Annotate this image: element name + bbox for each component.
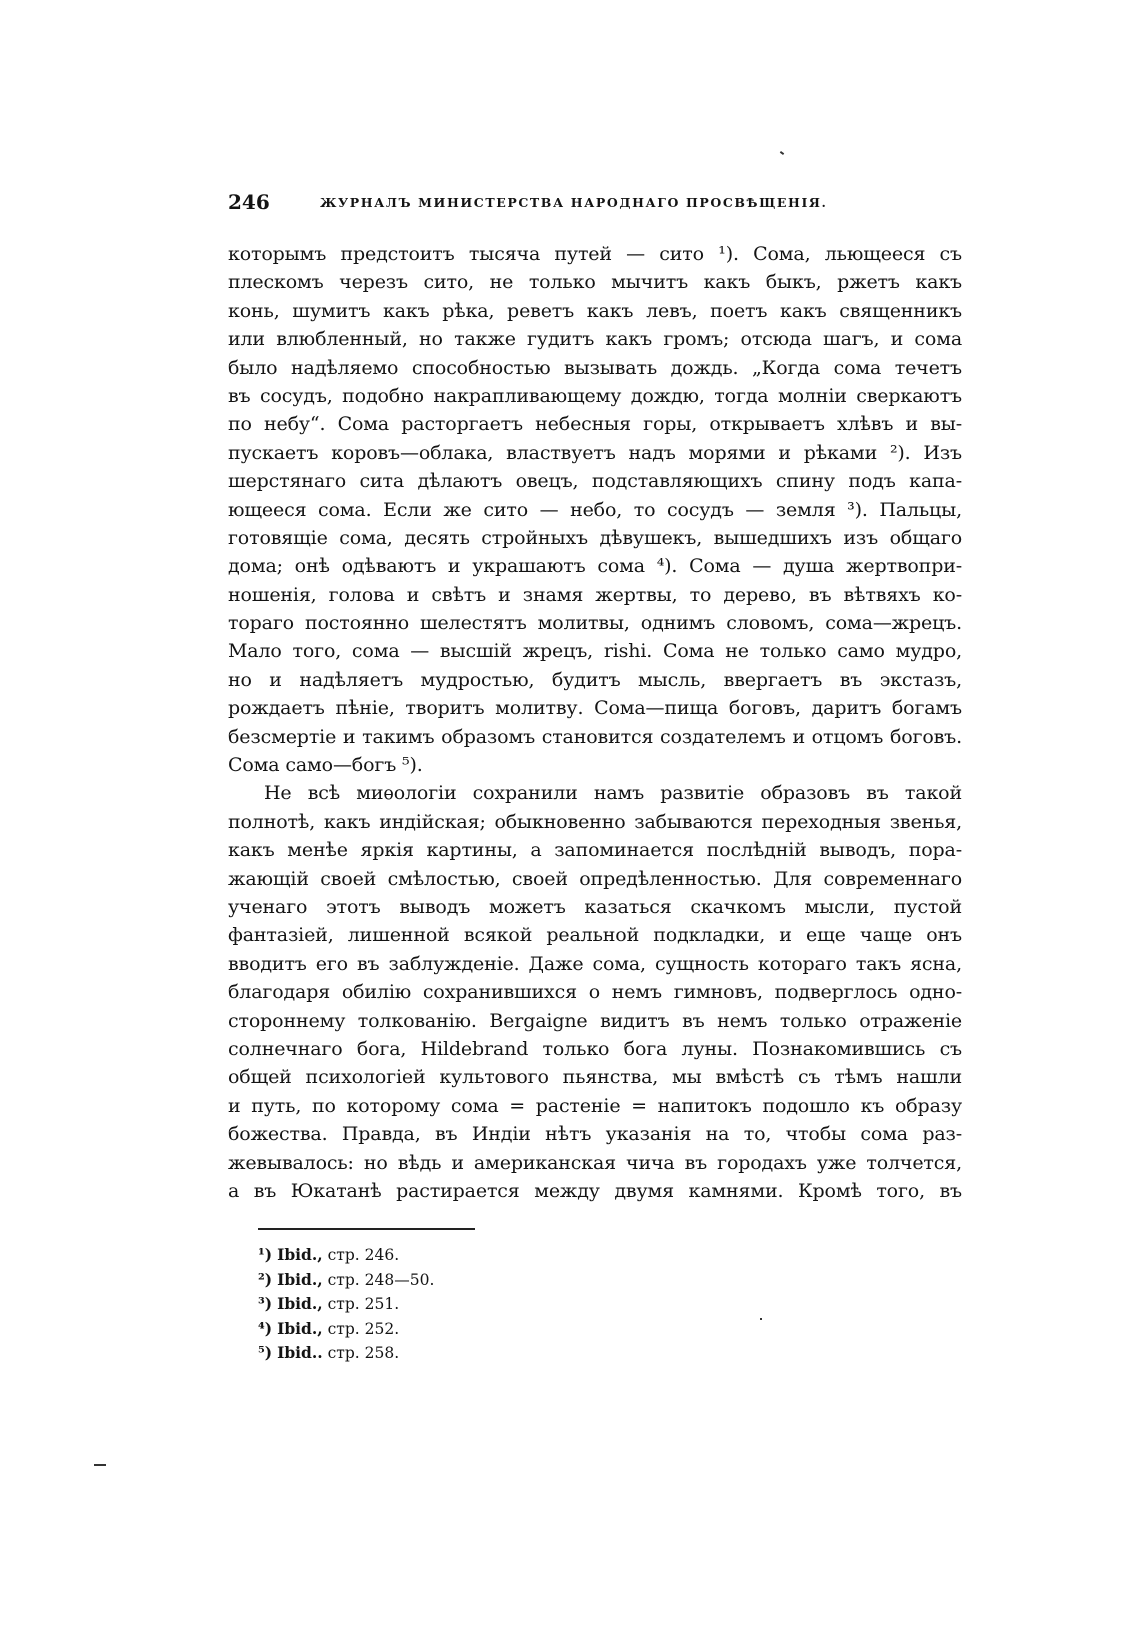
text-line: Мало того, сома — высшій жрецъ, rishi. Сома не только само мудро, — [228, 640, 962, 663]
text-line: Сома само—богъ ⁵). — [228, 754, 423, 777]
footnote-mark: ⁵) — [258, 1343, 273, 1363]
footnote-page: стр. 246. — [327, 1246, 400, 1264]
footnote-page: стр. 251. — [327, 1295, 400, 1314]
scan-speck — [760, 1318, 762, 1320]
text-line: ученаго этотъ выводъ можетъ казаться скачкомъ мысли, пустой — [228, 895, 962, 918]
text-line: плескомъ черезъ сито, не только мычитъ какъ быкъ, ржетъ какъ — [228, 271, 962, 294]
page-number: 246 — [228, 190, 270, 214]
text-line: общей психологіей культового пьянства, мы вмѣстѣ съ тѣмъ нашли — [228, 1066, 962, 1089]
footnote-ref: Ibid., — [277, 1294, 323, 1314]
footnote — [258, 1341, 658, 1366]
text-line: благодаря обилію сохранившихся о немъ гимновъ, подверглось одно- — [228, 981, 962, 1004]
running-header — [228, 190, 962, 220]
text-line: тораго постоянно шелестятъ молитвы, однимъ словомъ, сома—жрецъ. — [228, 612, 962, 635]
footnote-divider — [258, 1228, 475, 1230]
text-line: вводитъ его въ заблужденіе. Даже сома, сущность котораго такъ ясна, — [228, 952, 962, 975]
text-line: или влюбленный, но также гудитъ какъ громъ; отсюда шагъ, и сома — [228, 328, 962, 351]
footnote — [258, 1243, 658, 1268]
text-line: стороннему толкованію. Bergaigne видитъ въ немъ только отраженіе — [228, 1009, 962, 1032]
footnote-mark: ⁴) — [258, 1318, 273, 1338]
text-line: ношенія, голова и свѣтъ и знамя жертвы, то дерево, въ вѣтвяхъ ко- — [228, 583, 962, 606]
footnote — [258, 1268, 658, 1293]
footnote — [258, 1317, 658, 1342]
footnote-mark: ²) — [258, 1269, 273, 1289]
text-line: дома; онѣ одѣваютъ и украшаютъ сома ⁴). Сома — душа жертвопри- — [228, 555, 962, 578]
footnote-ref: Ibid., — [277, 1269, 323, 1289]
footnote-ref: Ibid., — [277, 1318, 323, 1338]
text-line: конь, шумитъ какъ рѣка, реветъ какъ левъ, поетъ какъ священникъ — [228, 299, 962, 322]
text-line: готовящіе сома, десять стройныхъ дѣвушекъ, вышедшихъ изъ общаго — [228, 526, 962, 549]
text-line: и путь, по которому сома = растеніе = напитокъ подошло къ образу — [228, 1094, 962, 1117]
scan-speck — [780, 151, 784, 155]
text-line: пускаетъ коровъ—облака, властвуетъ надъ морями и рѣками ²). Изъ — [228, 441, 962, 464]
journal-title: ЖУРНАЛЪ МИНИСТЕРСТВА НАРОДНАГО ПРОСВѢЩЕНІЯ. — [320, 195, 828, 210]
text-line: ющееся сома. Если же сито — небо, то сосудъ — земля ³). Пальцы, — [228, 498, 962, 521]
text-line: фантазіей, лишенной всякой реальной подкладки, и еще чаще онъ — [228, 924, 962, 947]
footnote-page: стр. 258. — [327, 1344, 400, 1363]
text-line: но и надѣляетъ мудростью, будитъ мысль, ввергаетъ въ экстазъ, — [228, 668, 962, 691]
text-line: божества. Правда, въ Индіи нѣтъ указанія на то, чтобы сома раз- — [228, 1123, 962, 1146]
body-text — [228, 240, 962, 1205]
text-line: солнечнаго бога, Hildebrand только бога луны. Познакомившись съ — [228, 1037, 962, 1060]
text-line: шерстянаго сита дѣлаютъ овецъ, подставляющихъ спину подъ капа- — [228, 470, 962, 493]
footnote-ref: Ibid.. — [277, 1343, 323, 1363]
footnote-page: стр. 252. — [327, 1319, 400, 1338]
text-line: которымъ предстоитъ тысяча путей — сито ¹). Сома, льющееся съ — [228, 243, 962, 265]
text-line: было надѣляемо способностью вызывать дождь. „Когда сома течетъ — [228, 356, 962, 379]
footnote-ref: Ibid., — [277, 1245, 323, 1264]
footnote-page: стр. 248—50. — [327, 1270, 435, 1289]
text-line: какъ менѣе яркія картины, а запоминается послѣдній выводъ, пора- — [228, 839, 962, 862]
text-line: по небу“. Сома расторгаетъ небесныя горы, открываетъ хлѣвъ и вы- — [228, 413, 962, 436]
scan-speck — [94, 1464, 106, 1466]
text-line: жевывалось: но вѣдь и американская чича въ городахъ уже толчется, — [228, 1151, 962, 1174]
footnote — [258, 1292, 658, 1317]
text-line: а въ Юкатанѣ растирается между двумя камнями. Кромѣ того, въ — [228, 1179, 962, 1202]
paragraph-start-line: Не всѣ миѳологіи сохранили намъ развитіе образовъ въ такой — [264, 782, 962, 805]
text-line: рождаетъ пѣніе, творитъ молитву. Сома—пища боговъ, даритъ богамъ — [228, 697, 962, 720]
footnote-mark: ¹) — [258, 1245, 273, 1264]
text-line: полнотѣ, какъ индійская; обыкновенно забываются переходныя звенья, — [228, 810, 962, 833]
text-line: безсмертіе и такимъ образомъ становится создателемъ и отцомъ боговъ. — [228, 725, 962, 748]
text-line: въ сосудъ, подобно накрапливающему дождю, тогда молніи сверкаютъ — [228, 384, 962, 407]
footnote-mark: ³) — [258, 1294, 273, 1314]
text-line: жающій своей смѣлостью, своей опредѣленностью. Для современнаго — [228, 867, 962, 890]
footnotes — [258, 1243, 658, 1366]
